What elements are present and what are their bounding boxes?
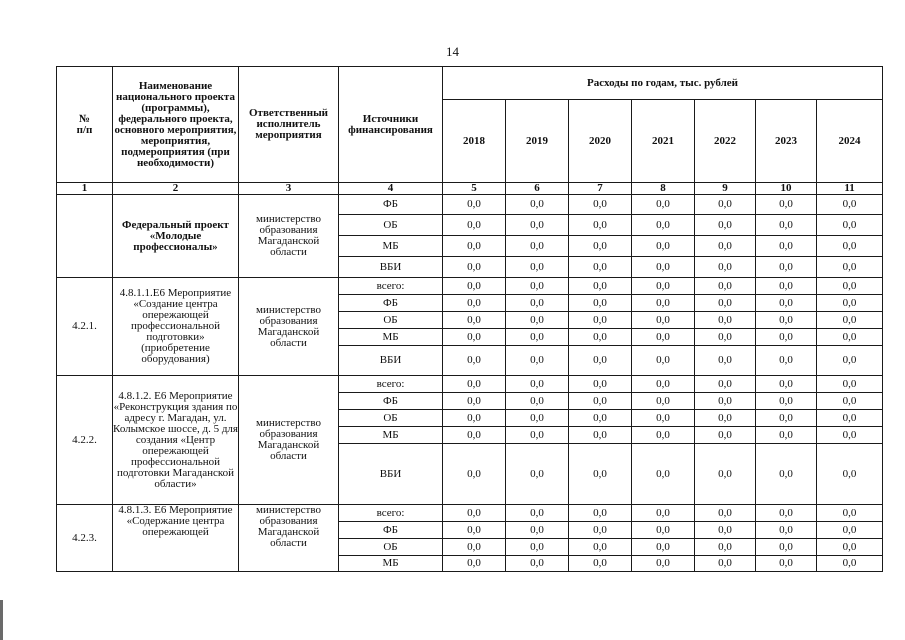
responsible-executor: министерство образования Магаданской области — [239, 278, 339, 376]
expense-value: 0,0 — [817, 312, 883, 329]
row-code: 4.2.3. — [57, 505, 113, 572]
header-year: 2019 — [506, 100, 569, 183]
header-source: Источники финансирования — [339, 67, 443, 183]
expense-value: 0,0 — [756, 295, 817, 312]
expense-value: 0,0 — [756, 346, 817, 376]
expense-value: 0,0 — [695, 444, 756, 505]
expense-value: 0,0 — [817, 505, 883, 522]
expense-value: 0,0 — [817, 195, 883, 215]
expense-value: 0,0 — [506, 295, 569, 312]
responsible-executor: министерство образования Магаданской области — [239, 195, 339, 278]
expense-value: 0,0 — [443, 257, 506, 278]
expense-value: 0,0 — [632, 427, 695, 444]
expense-value: 0,0 — [569, 505, 632, 522]
table-row — [57, 195, 883, 215]
row-code — [57, 195, 113, 278]
expense-value: 0,0 — [756, 236, 817, 257]
expense-value: 0,0 — [817, 539, 883, 556]
table-row — [57, 278, 883, 295]
expense-value: 0,0 — [443, 329, 506, 346]
expense-value: 0,0 — [695, 556, 756, 572]
expense-value: 0,0 — [632, 410, 695, 427]
expense-value: 0,0 — [506, 329, 569, 346]
project-name: Федеральный проект «Молодые профессионалы» — [113, 195, 239, 278]
expense-value: 0,0 — [632, 329, 695, 346]
expense-value: 0,0 — [632, 295, 695, 312]
funding-source: ВБИ — [339, 257, 443, 278]
expense-value: 0,0 — [756, 410, 817, 427]
expenses-table — [56, 66, 883, 572]
activity-name: 4.8.1.2. Е6 Мероприятие «Реконструкция здания по адресу г. Магадан, ул. Колымское шоссе, д. 5 для создания «Центр опережающей профессиональной подготовки Магаданской области» — [113, 376, 239, 505]
expense-value: 0,0 — [695, 505, 756, 522]
expense-value: 0,0 — [443, 539, 506, 556]
header-name: Наименование национального проекта (программы), федерального проекта, основного мероприятия, мероприятия, подмероприятия (при необходимости) — [113, 67, 239, 183]
expense-value: 0,0 — [506, 444, 569, 505]
expense-value: 0,0 — [443, 346, 506, 376]
expense-value: 0,0 — [695, 539, 756, 556]
expense-value: 0,0 — [632, 195, 695, 215]
column-number: 2 — [113, 183, 239, 195]
expense-value: 0,0 — [695, 236, 756, 257]
expense-value: 0,0 — [506, 393, 569, 410]
expense-value: 0,0 — [506, 410, 569, 427]
expense-value: 0,0 — [569, 236, 632, 257]
column-number: 1 — [57, 183, 113, 195]
expense-value: 0,0 — [695, 278, 756, 295]
expense-value: 0,0 — [632, 539, 695, 556]
expense-value: 0,0 — [632, 312, 695, 329]
scan-edge — [0, 600, 3, 640]
funding-source: ВБИ — [339, 346, 443, 376]
expense-value: 0,0 — [817, 522, 883, 539]
expense-value: 0,0 — [632, 346, 695, 376]
column-number: 4 — [339, 183, 443, 195]
expense-value: 0,0 — [695, 195, 756, 215]
header-year: 2024 — [817, 100, 883, 183]
expense-value: 0,0 — [695, 346, 756, 376]
funding-source: ОБ — [339, 539, 443, 556]
expense-value: 0,0 — [756, 278, 817, 295]
expense-value: 0,0 — [817, 236, 883, 257]
expense-value: 0,0 — [506, 195, 569, 215]
expense-value: 0,0 — [569, 444, 632, 505]
header-year: 2022 — [695, 100, 756, 183]
funding-source: всего: — [339, 278, 443, 295]
expense-value: 0,0 — [817, 393, 883, 410]
expense-value: 0,0 — [695, 376, 756, 393]
expense-value: 0,0 — [817, 410, 883, 427]
expense-value: 0,0 — [443, 376, 506, 393]
expense-value: 0,0 — [632, 444, 695, 505]
expense-value: 0,0 — [443, 295, 506, 312]
responsible-executor: министерство образования Магаданской области — [239, 505, 339, 572]
expense-value: 0,0 — [506, 215, 569, 236]
expense-value: 0,0 — [443, 215, 506, 236]
expense-value: 0,0 — [443, 444, 506, 505]
row-code: 4.2.1. — [57, 278, 113, 376]
table-row — [57, 505, 883, 522]
expense-value: 0,0 — [569, 522, 632, 539]
expense-value: 0,0 — [817, 329, 883, 346]
expense-value: 0,0 — [569, 427, 632, 444]
funding-source: МБ — [339, 427, 443, 444]
expense-value: 0,0 — [569, 376, 632, 393]
header-year: 2023 — [756, 100, 817, 183]
expense-value: 0,0 — [506, 376, 569, 393]
header-year: 2021 — [632, 100, 695, 183]
expense-value: 0,0 — [817, 257, 883, 278]
expense-value: 0,0 — [756, 329, 817, 346]
expense-value: 0,0 — [506, 556, 569, 572]
expense-value: 0,0 — [632, 522, 695, 539]
expense-value: 0,0 — [632, 257, 695, 278]
expense-value: 0,0 — [695, 215, 756, 236]
expense-value: 0,0 — [443, 505, 506, 522]
header-year: 2020 — [569, 100, 632, 183]
expense-value: 0,0 — [695, 257, 756, 278]
expense-value: 0,0 — [632, 376, 695, 393]
expense-value: 0,0 — [756, 427, 817, 444]
expense-value: 0,0 — [569, 539, 632, 556]
expense-value: 0,0 — [756, 195, 817, 215]
expense-value: 0,0 — [817, 376, 883, 393]
column-number: 6 — [506, 183, 569, 195]
expense-value: 0,0 — [569, 312, 632, 329]
expense-value: 0,0 — [443, 393, 506, 410]
funding-source: ОБ — [339, 215, 443, 236]
expense-value: 0,0 — [632, 215, 695, 236]
expense-value: 0,0 — [443, 195, 506, 215]
column-numbers-row — [57, 183, 883, 195]
expense-value: 0,0 — [506, 346, 569, 376]
expense-value: 0,0 — [443, 410, 506, 427]
expense-value: 0,0 — [756, 257, 817, 278]
funding-source: МБ — [339, 236, 443, 257]
column-number: 8 — [632, 183, 695, 195]
expense-value: 0,0 — [506, 505, 569, 522]
expense-value: 0,0 — [817, 295, 883, 312]
funding-source: ОБ — [339, 312, 443, 329]
expense-value: 0,0 — [756, 444, 817, 505]
header-number: № п/п — [57, 67, 113, 183]
expense-value: 0,0 — [569, 195, 632, 215]
expense-value: 0,0 — [506, 257, 569, 278]
expense-value: 0,0 — [569, 257, 632, 278]
funding-source: ВБИ — [339, 444, 443, 505]
expense-value: 0,0 — [756, 393, 817, 410]
column-number: 11 — [817, 183, 883, 195]
expense-value: 0,0 — [443, 312, 506, 329]
expense-value: 0,0 — [569, 278, 632, 295]
column-number: 5 — [443, 183, 506, 195]
expense-value: 0,0 — [817, 427, 883, 444]
expense-value: 0,0 — [569, 556, 632, 572]
expense-value: 0,0 — [756, 312, 817, 329]
header-year: 2018 — [443, 100, 506, 183]
expense-value: 0,0 — [695, 410, 756, 427]
expense-value: 0,0 — [817, 444, 883, 505]
header-expenses: Расходы по годам, тыс. рублей — [443, 67, 883, 100]
expense-value: 0,0 — [756, 556, 817, 572]
funding-source: ФБ — [339, 295, 443, 312]
table-body — [57, 195, 883, 572]
funding-source: всего: — [339, 376, 443, 393]
table-header — [57, 67, 883, 195]
row-code: 4.2.2. — [57, 376, 113, 505]
expense-value: 0,0 — [443, 522, 506, 539]
expense-value: 0,0 — [506, 312, 569, 329]
expense-value: 0,0 — [817, 556, 883, 572]
expense-value: 0,0 — [569, 215, 632, 236]
funding-source: ОБ — [339, 410, 443, 427]
page-number: 14 — [446, 44, 459, 59]
expense-value: 0,0 — [569, 346, 632, 376]
expense-value: 0,0 — [756, 215, 817, 236]
expense-value: 0,0 — [695, 522, 756, 539]
funding-source: ФБ — [339, 393, 443, 410]
expense-value: 0,0 — [695, 312, 756, 329]
expense-value: 0,0 — [756, 505, 817, 522]
funding-source: ФБ — [339, 522, 443, 539]
expense-value: 0,0 — [632, 278, 695, 295]
expense-value: 0,0 — [506, 427, 569, 444]
expense-value: 0,0 — [817, 215, 883, 236]
expense-value: 0,0 — [695, 329, 756, 346]
expense-value: 0,0 — [695, 393, 756, 410]
expense-value: 0,0 — [756, 539, 817, 556]
expense-value: 0,0 — [632, 236, 695, 257]
expense-value: 0,0 — [506, 236, 569, 257]
column-number: 10 — [756, 183, 817, 195]
funding-source: МБ — [339, 329, 443, 346]
expense-value: 0,0 — [443, 236, 506, 257]
expense-value: 0,0 — [817, 346, 883, 376]
expense-value: 0,0 — [695, 427, 756, 444]
activity-name: 4.8.1.1.Е6 Мероприятие «Создание центра опережающей профессиональной подготовки» (приобретение оборудования) — [113, 278, 239, 376]
expense-value: 0,0 — [569, 410, 632, 427]
expense-value: 0,0 — [443, 427, 506, 444]
funding-source: всего: — [339, 505, 443, 522]
column-number: 3 — [239, 183, 339, 195]
responsible-executor: министерство образования Магаданской области — [239, 376, 339, 505]
expense-value: 0,0 — [443, 278, 506, 295]
expense-value: 0,0 — [632, 505, 695, 522]
expense-value: 0,0 — [506, 522, 569, 539]
expense-value: 0,0 — [632, 556, 695, 572]
expense-value: 0,0 — [695, 295, 756, 312]
header-responsible: Ответственный исполнитель мероприятия — [239, 67, 339, 183]
funding-source: ФБ — [339, 195, 443, 215]
activity-name: 4.8.1.3. Е6 Мероприятие «Содержание центра опережающей — [113, 505, 239, 572]
expense-value: 0,0 — [506, 278, 569, 295]
expense-value: 0,0 — [506, 539, 569, 556]
expense-value: 0,0 — [569, 393, 632, 410]
expense-value: 0,0 — [756, 376, 817, 393]
column-number: 9 — [695, 183, 756, 195]
expense-value: 0,0 — [569, 295, 632, 312]
funding-source: МБ — [339, 556, 443, 572]
expense-value: 0,0 — [569, 329, 632, 346]
expense-value: 0,0 — [443, 556, 506, 572]
table-row — [57, 376, 883, 393]
expense-value: 0,0 — [756, 522, 817, 539]
column-number: 7 — [569, 183, 632, 195]
expense-value: 0,0 — [817, 278, 883, 295]
expense-value: 0,0 — [632, 393, 695, 410]
